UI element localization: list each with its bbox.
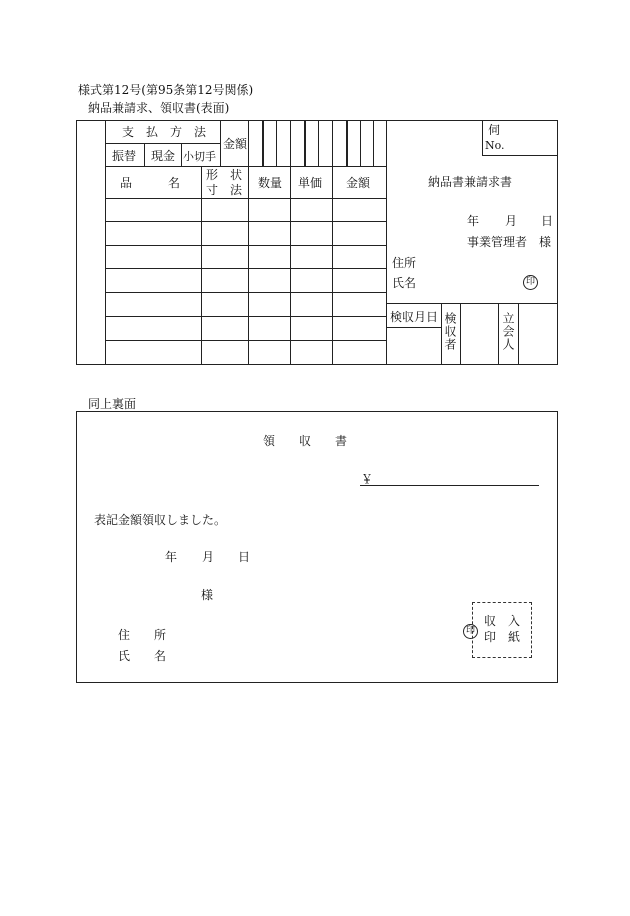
- received-text: 表記金額領収しました。: [94, 513, 227, 527]
- no-label: No.: [485, 139, 505, 152]
- address-label: 住所: [392, 256, 417, 270]
- date-year: 年: [467, 214, 480, 228]
- col-item-name: 品 名: [120, 176, 181, 190]
- addressee: 事業管理者 様: [467, 235, 552, 249]
- payment-option-transfer: 振替: [112, 149, 137, 163]
- inspection-date-label: 検収月日: [390, 310, 439, 324]
- name-label: 氏名: [392, 276, 417, 290]
- back-sama: 様: [201, 588, 214, 602]
- back-date-day: 日: [238, 550, 251, 564]
- doc-title: 納品書兼請求書: [428, 175, 513, 189]
- back-name-label: 氏 名: [118, 649, 167, 663]
- back-date-year: 年: [165, 550, 178, 564]
- form-number: 様式第12号(第95条第12号関係): [78, 83, 254, 97]
- back-date-month: 月: [202, 550, 215, 564]
- date-day: 日: [541, 214, 554, 228]
- payment-option-check: 小切手: [183, 150, 216, 163]
- col-size: 寸 法: [206, 183, 243, 197]
- witness-label: 立会人: [501, 312, 515, 351]
- form-title: 納品兼請求、領収書(表面): [88, 101, 230, 115]
- stamp-label-line1: 収 入: [484, 614, 521, 628]
- stamp-label-line2: 印 紙: [484, 630, 521, 644]
- ukagai-label: 伺: [488, 123, 501, 137]
- date-month: 月: [505, 214, 518, 228]
- back-address-label: 住 所: [118, 628, 167, 642]
- col-shape: 形 状: [206, 168, 243, 182]
- back-seal-mark: 印: [463, 624, 478, 639]
- col-unit-price: 単価: [298, 176, 323, 190]
- payment-option-cash: 現金: [151, 149, 176, 163]
- receipt-title: 領 収 書: [263, 434, 348, 448]
- seal-mark: 印: [523, 275, 538, 290]
- amount-underline: [360, 485, 539, 486]
- col-amount: 金額: [346, 176, 371, 190]
- amount-label: 金額: [223, 137, 248, 151]
- col-quantity: 数量: [258, 176, 283, 190]
- inspector-label: 検収者: [443, 312, 457, 351]
- back-section-label: 同上裏面: [88, 397, 137, 411]
- yen-mark: ￥: [361, 472, 374, 486]
- payment-method-label: 支 払 方 法: [122, 125, 207, 139]
